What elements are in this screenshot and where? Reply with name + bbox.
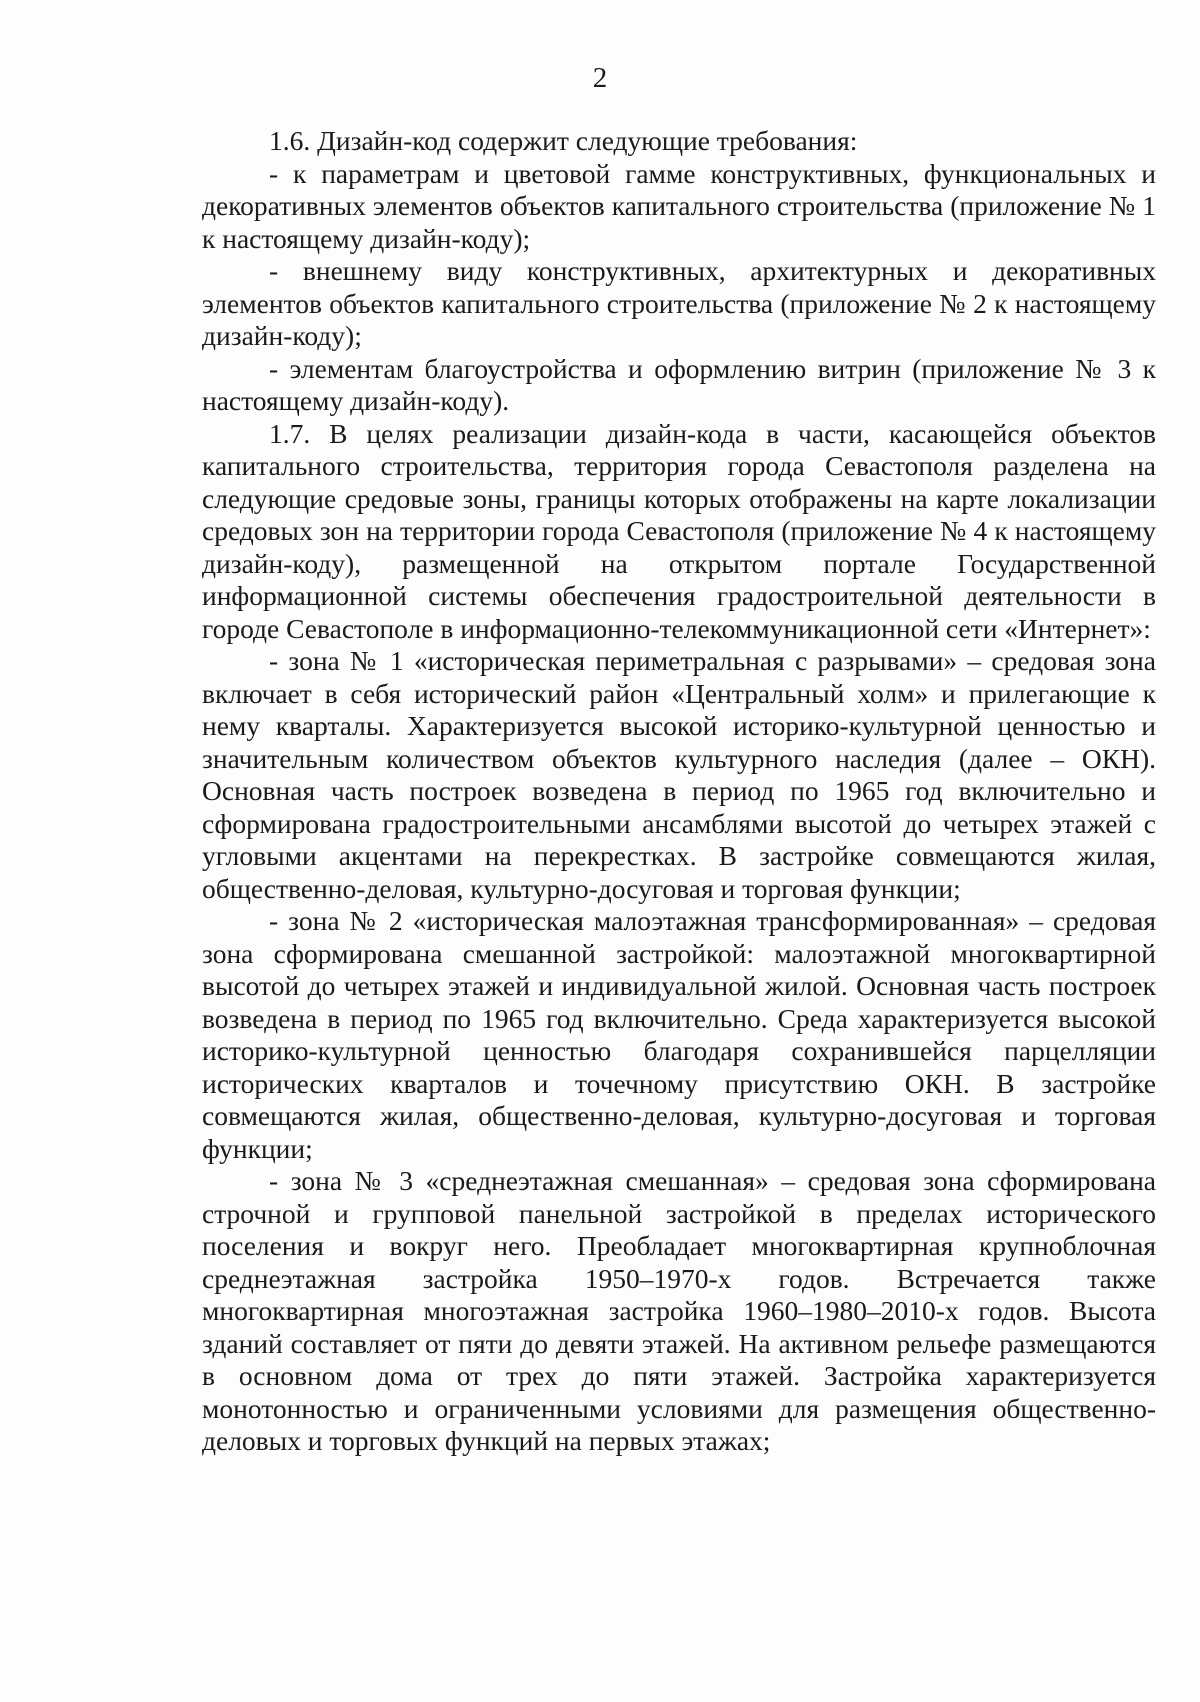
paragraph-zone-1: - зона № 1 «историческая периметральная с разрывами» – средовая зона включает в себя исторический район «Центральный холм» и прилегающие к нему кварталы. Характеризуется высокой историко-культурной ценностью и значительным количеством объектов культурного наследия (далее – ОКН). Основная часть построек возведена в период по 1965 год включительно и сформирована градостроительными ансамблями высотой до четырех этажей с угловыми акцентами на перекрестках. В застройке совмещаются жилая, общественно-деловая, культурно-досуговая и торговая функции;: [202, 645, 1156, 904]
paragraph-1-7-zones: 1.7. В целях реализации дизайн-кода в части, касающейся объектов капитального строительства, территория города Севастополя разделена на следующие средовые зоны, границы которых отображены на карте локализации средовых зон на территории города Севастополя (приложение № 4 к настоящему дизайн-коду), размещенной на открытом портале Государственной информационной системы обеспечения градостроительной деятельности в городе Севастополе в информационно-телекоммуникационной сети «Интернет»:: [202, 417, 1156, 644]
paragraph-requirement-landscaping: - элементам благоустройства и оформлению витрин (приложение № 3 к настоящему дизайн-коду).: [202, 352, 1156, 416]
paragraph-requirement-appearance: - внешнему виду конструктивных, архитектурных и декоративных элементов объектов капитального строительства (приложение № 2 к настоящему дизайн-коду);: [202, 255, 1156, 351]
paragraph-zone-2: - зона № 2 «историческая малоэтажная трансформированная» – средовая зона сформирована смешанной застройкой: малоэтажной многоквартирной высотой до четырех этажей и индивидуальной жилой. Основная часть построек возведена в период по 1965 год включительно. Среда характеризуется высокой историко-культурной ценностью благодаря сохранившейся парцелляции исторических кварталов и точечному присутствию ОКН. В застройке совмещаются жилая, общественно-деловая, культурно-досуговая и торговая функции;: [202, 905, 1156, 1164]
paragraph-requirement-colors: - к параметрам и цветовой гамме конструктивных, функциональных и декоративных элементов объектов капитального строительства (приложение № 1 к настоящему дизайн-коду);: [202, 157, 1156, 254]
document-body: [202, 125, 1156, 1458]
paragraph-1-6-intro: 1.6. Дизайн-код содержит следующие требования:: [269, 125, 858, 156]
page-number: 2: [592, 62, 608, 94]
paragraph-zone-3: - зона № 3 «среднеэтажная смешанная» – средовая зона сформирована строчной и групповой панельной застройкой в пределах исторического поселения и вокруг него. Преобладает многоквартирная крупноблочная среднеэтажная застройка 1950–1970-х годов. Встречается также многоквартирная многоэтажная застройка 1960–1980–2010-х годов. Высота зданий составляет от пяти до девяти этажей. На активном рельефе размещаются в основном дома от трех до пяти этажей. Застройка характеризуется монотонностью и ограниченными условиями для размещения общественно-деловых и торговых функций на первых этажах;: [202, 1165, 1156, 1456]
